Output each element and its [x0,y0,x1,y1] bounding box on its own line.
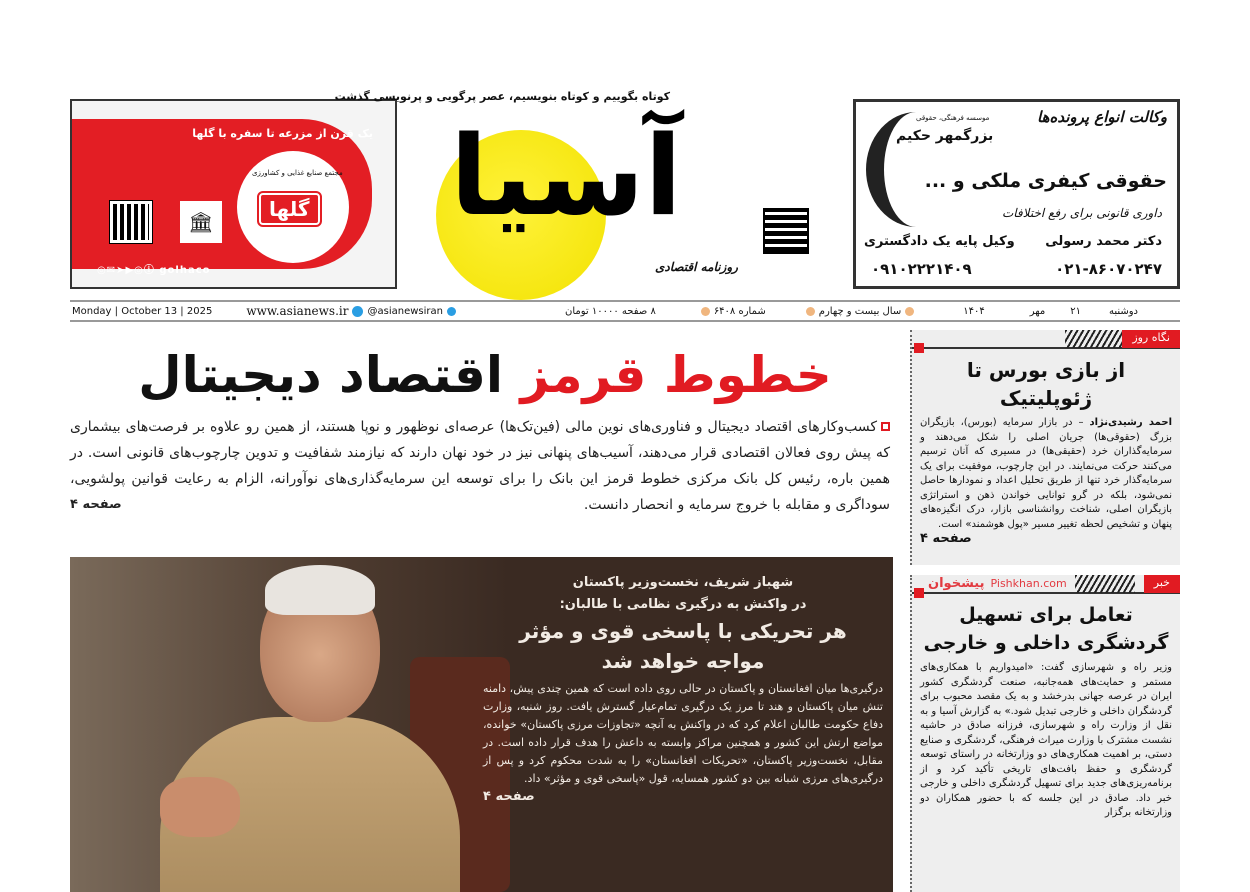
sidebar-news [910,575,1180,892]
page-ref[interactable]: صفحه ۴ [920,531,972,546]
main-headline[interactable] [70,340,900,410]
lawyer-title: وکیل پایه یک دادگستری [864,234,1015,249]
sidebar-column-today [910,330,1180,565]
kicker-2: در واکنش به درگیری نظامی با طالبان: [559,597,807,612]
price: ۸ صفحه ۱۰۰۰۰ تومان [564,305,656,317]
day: ۲۱ [1070,305,1081,317]
author: احمد رشیدی‌نژاد [1089,417,1173,428]
ad-maker: مجتمع صنایع غذایی و کشاورزی [252,169,343,177]
institute-label: موسسه فرهنگی، حقوقی [916,114,990,122]
pishkhan-watermark-url: Pishkhan.com [990,576,1067,590]
month: مهر [1029,305,1046,317]
telegram-icon [352,306,363,317]
masthead [334,90,820,305]
social-handle[interactable]: @asianewsiran [367,305,443,317]
ad-slogan: یک قرن از مزرعه تا سفره با گلها [192,127,373,140]
ad-social: ◎✉➤▶◎ⓘ golhaco [97,265,211,276]
section-tab: نگاه روز [1122,330,1180,348]
red-square-icon [914,588,924,598]
law-firm-advertisement[interactable] [853,99,1180,289]
red-square-icon [914,343,924,353]
golha-advertisement[interactable] [70,99,397,289]
masthead-subtitle: روزنامه اقتصادی [655,260,738,274]
news-title[interactable]: تعامل برای تسهیل گردشگری داخلی و خارجی [923,604,1169,654]
section-tab: خبر [1144,575,1180,593]
story-body [483,680,883,804]
newspaper-name: آسیا [450,112,683,240]
kicker-1: شهباز شریف، نخست‌وزیر پاکستان [572,575,794,590]
lead-paragraph [70,414,890,518]
phone-1: ۰۲۱-۸۶۰۷۰۲۴۷ [1055,260,1162,278]
institute-name: بزرگمهر حکیم [896,128,994,144]
bullet-square-icon [881,422,890,431]
divider [912,592,1180,594]
bullet-icon [701,307,710,316]
year: سال بیست و چهارم [818,305,902,317]
english-date: Monday | October 13 | 2025 [72,305,213,317]
phone-2: ۰۹۱۰۲۲۲۱۴۰۹ [871,260,972,278]
photo-person-hand [160,777,240,837]
weekday: دوشنبه [1108,305,1139,317]
golha-logo: گلها [259,193,320,225]
issue-number: شماره ۶۴۰۸ [713,305,766,317]
pishkhan-watermark-row [928,575,1067,591]
ad-line-2: حقوقی کیفری ملکی و ... [924,170,1167,192]
pishkhan-watermark: پیشخوان [928,575,985,591]
page-ref[interactable]: صفحه ۴ [70,497,122,512]
news-body: وزیر راه و شهرسازی گفت: «امیدواریم با همکاری‌های مستمر و حمایت‌های همه‌جانبه، صنعت گردشگری کشور ایران در عرصه جهانی بدرخشد و به یک مقصد محبوب برای گردشگران داخلی و خارجی تبدیل شود.» به گزارش آسیا و به نقل از وزارت راه و شهرسازی، فرزانه صادق در حاشیه نشست مشترک با وزارت میراث فرهنگی، گردشگری و صنایع دستی، بر اهمیت همکاری‌های دو وزارتخانه در راستای توسعه گردشگری و حفظ بافت‌های تاریخی تأکید کرد و از برنامه‌ریزی‌های جدید برای تسهیل گردشگری داخلی و خارجی خبر داد. صادق در این جلسه که با حضور همکاران دو وزارتخانه برگزار [920,662,1172,818]
headline-red: خطوط قرمز [520,346,832,404]
hatch-decoration [1065,330,1125,348]
story-title-2: مواجه خواهد شد [601,649,765,673]
photo-story[interactable] [70,557,893,892]
ad-social-handle: golhaco [159,265,211,276]
lawyer-name: دکتر محمد رسولی [1045,234,1162,249]
lead-text: کسب‌وکارهای اقتصاد دیجیتال و فناوری‌های نوین مالی (فین‌تک‌ها) عرصه‌ای نوظهور و نوپا هستند، از همین رو علاوه بر فرصت‌های بیشماری که پیش روی فعالان اقتصادی قرار می‌دهند، آسیب‌های پنهانی نیز در خود نهان دارند که نیازمند شفافیت و تدوین چارچوب‌های قانونی است. در همین باره، رئیس کل بانک مرکزی خطوط قرمز این بانک را برای توسعه این سرمایه‌گذاری‌های نوآورانه، الزام به رعایت قوانین پولشویی، سوداگری و مقابله با خروج سرمایه و انحصار دانست. [70,419,890,513]
qr-code-icon [763,208,809,254]
column-text: – در بازار سرمایه (بورس)، بازیگران بزرگ (حقوقی‌ها) جریان اصلی را شکل می‌دهند و سرمایه‌گذاران خرد (حقیقی‌ها) در مسیری که آنان ترسیم می‌کنند حرکت می‌نمایند. در این چارچوب، موفقیت برای یک سرمایه‌گذار خرد تنها از طریق تحلیل اعداد و نمودارها حاصل نمی‌شود، بلکه در گرو توانایی خواندن ذهن و استراتژی بازیگران اصلی، شناخت روانشناسی بازار، درک انگیزه‌های پنهان و تشخیص لحظه تغییر مسیر «پول هوشمند» است. [920,417,1172,530]
dateline [70,300,1180,322]
story-title-1: هر تحریکی با پاسخی قوی و مؤثر [519,619,847,643]
photo-story-text [483,572,883,806]
ad-line-1: وکالت انواع پرونده‌ها [1037,108,1167,126]
column-body [920,416,1173,546]
ad-line-3: داوری قانونی برای رفع اختلافات [1001,206,1162,220]
headline-black: اقتصاد دیجیتال [138,346,504,404]
page-ref[interactable]: صفحه ۴ [483,789,535,804]
column-title[interactable]: از بازی بورس تا ژئوپلیتیک [966,358,1126,410]
masthead-motto: کوتاه بگوییم و کوتاه بنویسیم، عصر پرگویی و پرنویسی گذشت [334,90,670,103]
bullet-icon [905,307,914,316]
photo-person-hair [265,565,375,615]
verified-icon [447,307,456,316]
year-number: ۱۴۰۴ [963,305,985,317]
website-link[interactable]: www.asianews.ir [246,304,349,318]
hatch-decoration [1075,575,1135,593]
bullet-icon [806,307,815,316]
qr-code-icon [110,201,152,243]
unesco-icon: 🏛 [180,201,222,243]
story-body-text: درگیری‌ها میان افغانستان و پاکستان در حالی روی داده است که همین چندی پیش، دامنه تنش میان پاکستان و هند تا مرز یک درگیری تمام‌عیار گسترش یافت. روز شنبه، وزارت دفاع حکومت طالبان اعلام کرد که در واکنش به آنچه «تجاوزات مرزی پاکستان» خوانده، مواضع ارتش این کشور و همچنین مراکز وابسته به داعش را هدف قرار داده است. در مقابل، نخست‌وزیر پاکستان، «تحریکات افغانستان» را به شدت محکوم کرد و پس از درگیری‌های مرزی شبانه بین دو کشور همسایه، قول «پاسخی قوی و مؤثر» داد. [483,682,883,785]
